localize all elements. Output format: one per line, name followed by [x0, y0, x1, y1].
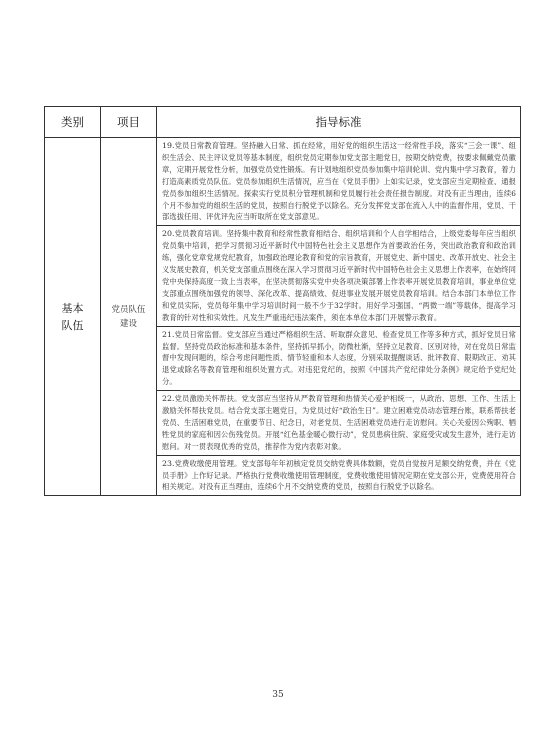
item-text: 党员日常监督。党支部应当通过严格组织生活、听取群众意见、检查党员工作等多种方式，抓好党员日常监督。坚持党员政治标准和基本条件，坚持抓早抓小，防微杜渐，坚持立足教育、区别对待，对在党员日常监督中发现问题的，综合考虑问题性质、情节轻重和本人态度，分别采取提醒谈话、批评教育、限期改正、劝其退党或除名等教育管理和组织处置方式。对违犯党纪的，按照《中国共产党纪律处分条例》规定给予党纪处分。: [162, 329, 516, 387]
category-line: 队伍: [61, 318, 84, 332]
item-number: 21.: [162, 329, 175, 339]
item-text: 党员激励关怀帮扶。党支部应当坚持从严教育管理和热情关心爱护相统一，从政治、思想、工作、生活上激励关怀帮扶党员。结合党支部主题党日，为党员过好“政治生日”。建立困难党员动态管理台账，联系帮扶老党员、生活困难党员，在重要节日、纪念日，对老党员、生活困难党员进行走访慰问。关心关爱因公殉职、牺牲党员的家庭和因公伤残党员。开展“红色基金暖心微行动”，党员患病住院、家庭受灾或发生意外，进行走访慰问。对一贯表现优秀的党员，推荐作为党内表彰对象。: [162, 394, 516, 451]
item-number: 20.: [162, 229, 175, 239]
project-cell: [101, 138, 157, 496]
standard-item-21: [157, 326, 521, 391]
header-project: 项目: [101, 107, 157, 138]
item-text: 党费收缴使用管理。党支部每年年初核定党员交纳党费具体数额，党员自觉按月足额交纳党费，并在《党员手册》上作好记录。严格执行党费收缴使用管理制度，党费收缴使用情况定期在党支部公开，党费使用符合相关规定。对没有正当理由，连续6个月不交纳党费的党员，按照自行脱党予以除名。: [162, 458, 516, 492]
project-line: 建设: [119, 318, 137, 329]
header-standard: 指导标准: [157, 107, 521, 138]
project-line: 党员队伍: [111, 304, 146, 315]
guideline-table: [44, 106, 521, 496]
table-row: [45, 138, 521, 226]
page-number: 35: [272, 690, 284, 700]
guideline-table-page: [44, 106, 520, 496]
item-text: 党员日常教育管理。坚持融入日常、抓在经常，用好党的组织生活这一经常性手段，落实“三会一课”、组织生活会、民主评议党员等基本制度，组织党员定期参加党支部主题党日，按期交纳党费，按要求佩戴党员徽章，定期开展党性分析，加强党员党性锻炼。有计划地组织党员参加集中培训轮训、党内集中学习教育，着力打造高素质党员队伍。党员参加组织生活情况，应当在《党员手册》上如实记录，党支部应当定期检查、通报党员参加组织生活情况。探索实行党员积分管理机制和党员履行社会责任报告制度。对没有正当理由，连续6个月不参加党的组织生活的党员，按照自行脱党予以除名。充分发挥党支部在流入人中的监督作用，党员、干部选拔任用、评优评先应当听取所在党支部意见。: [162, 141, 516, 222]
item-number: 22.: [162, 394, 175, 404]
table-header-row: [45, 107, 521, 138]
header-category: 类别: [45, 107, 101, 138]
standard-item-19: [157, 138, 521, 226]
category-line: 基本: [61, 301, 84, 315]
item-number: 19.: [162, 141, 175, 150]
standard-item-23: [157, 455, 521, 496]
standard-item-22: [157, 391, 521, 456]
standard-item-20: [157, 226, 521, 326]
item-text: 党员教育培训。坚持集中教育和经常性教育相结合、组织培训和个人自学相结合，上级党委每年应当组织党员集中培训，把学习贯彻习近平新时代中国特色社会主义思想作为首要政治任务，突出政治教育和政治训练，强化党章党规党纪教育，加强政治理论教育和党的宗旨教育，开展党史、新中国史、改革开放史、社会主义发展史教育，机关党支部重点围绕在深入学习贯彻习近平新时代中国特色社会主义思想上作表率，在始终同党中央保持高度一致上当表率，在坚决贯彻落实党中央各项决策部署上作表率开展党员教育培训，事业单位党支部重点围绕加强党的领导、深化改革、提高绩效、促进事业发展开展党员教育培训。结合本部门本单位工作和党员实际，党员每年集中学习培训时间一般不少于32学时。用好学习强国、“两微一端”等载体，提高学习教育的针对性和实效性。凡发生严重违纪违法案件，须在本单位本部门开展警示教育。: [162, 229, 516, 322]
item-number: 23.: [162, 458, 175, 468]
category-cell: [45, 138, 101, 496]
